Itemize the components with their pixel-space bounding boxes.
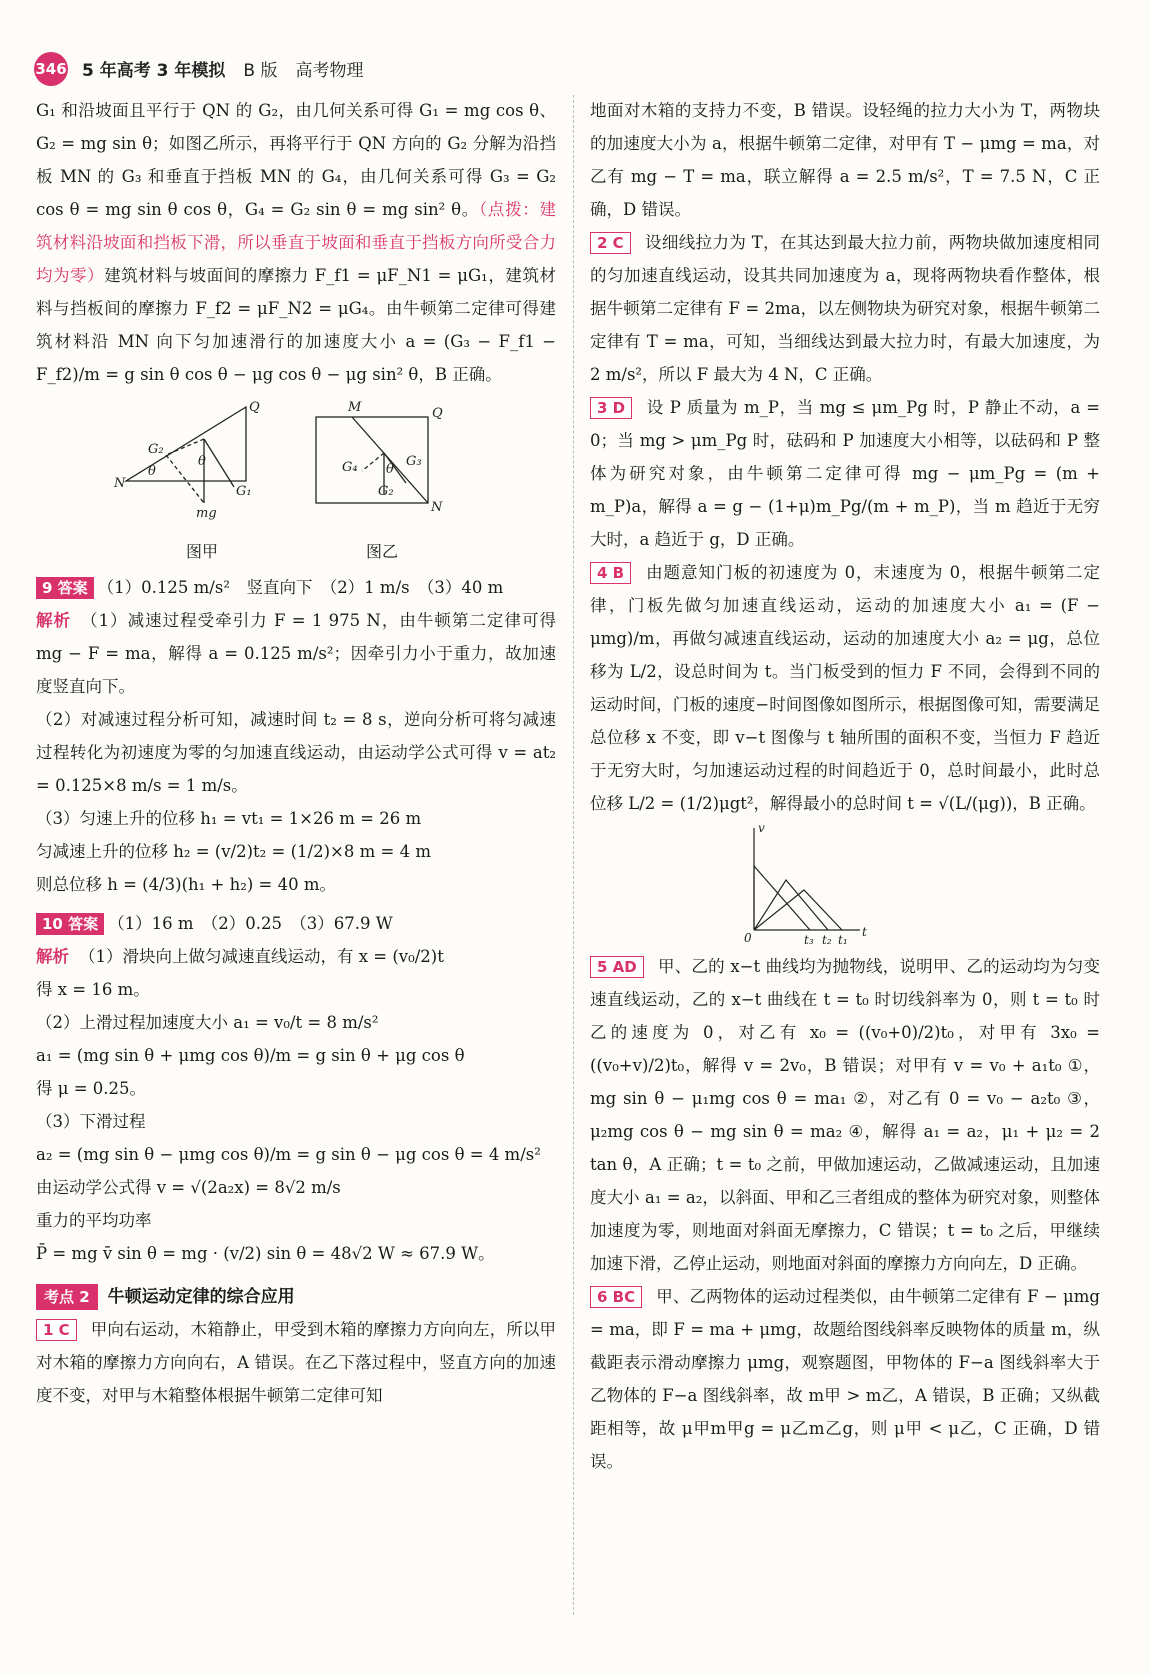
analysis-10c: （2）上滑过程加速度大小 a₁ = v₀/t = 8 m/s² [36,1013,379,1032]
header-title [82,56,364,81]
label-theta-2: θ [198,454,206,469]
paragraph [36,94,556,391]
analysis-9e: 则总位移 h = (4/3)(h₁ + h₂) = 40 m。 [36,875,336,894]
figure-jia [126,407,246,503]
label-M: M [348,400,362,415]
analysis-9c: （3）匀速上升的位移 h₁ = vt₁ = 1×26 m = 26 m [36,809,422,828]
analysis-10e: 得 μ = 0.25。 [36,1079,147,1098]
answer-c3 [590,391,1100,556]
analysis-10h: 由运动学公式得 v = √(2a₂x) = 8√2 m/s [36,1178,341,1197]
slope-triangle [126,407,246,481]
answer-c5 [590,950,1100,1280]
text: （1）减速过程受牵引力 F = 1 975 N，由牛顿第二定律可得 mg − F = ma，解得 a = 0.125 m/s²；因牵引力小于重力，故加速度竖直向下。 [36,611,556,696]
vt-graph [740,820,940,948]
text: 甲向右运动，木箱静止，甲受到木箱的摩擦力方向向左，所以甲对木箱的摩擦力方向向右，A 错误。在乙下落过程中，竖直方向的加速度不变，对甲与木箱整体根据牛顿第二定律可知 [36,1320,556,1405]
section-title: 牛顿运动定律的综合应用 [107,1287,295,1307]
label-0: 0 [744,931,752,945]
subject: 高考物理 [295,61,364,81]
edition: B 版 [243,61,278,81]
analysis-10j: P̄ = mg v̄ sin θ = mg · (v/2) sin θ = 48√2 W ≈ 67.9 W。 [36,1244,495,1263]
q9-tag: 9 答案 [36,577,94,599]
c3-tag: 3 D [590,397,632,419]
label-v: v [758,821,765,835]
label-mg: mg [196,506,217,521]
text: 设细线拉力为 T，在其达到最大拉力前，两物块做加速度相同的匀加速直线运动，设其共同加速度为 a，现将两物块看作整体，根据牛顿第二定律有 F = 2ma，以左侧物块为研究对象，根据牛顿第二定律有 T = ma，可知，当细线达到最大拉力时，有最大加速度，为 2 m/s²，所以 F 最大为 4 N，C 正确。 [590,233,1100,384]
answer-c6 [590,1280,1100,1478]
analysis-9a [36,604,556,703]
label-N2: N [431,500,443,515]
page-number: 346 [34,52,68,86]
label-G1: G₁ [236,484,252,499]
label-G2-yi: G₂ [378,484,394,499]
label-t1: t₁ [838,933,848,947]
column-divider [573,95,574,1615]
g1-arrow [204,439,234,487]
jiexi-label: 解析 [36,947,69,966]
analysis-9d: 匀减速上升的位移 h₂ = (v/2)t₂ = (1/2)×8 m = 4 m [36,842,431,861]
label-G3: G₃ [406,454,422,469]
label-N: N [114,476,126,491]
answer-10 [36,907,556,940]
vt-line-2 [754,880,828,930]
text: G₁ 和沿坡面且平行于 QN 的 G₂，由几何关系可得 G₁ = mg cos θ、G₂ = mg sin θ；如图乙所示，再将平行于 QN 方向的 G₂ 分解为沿挡板 MN 的 G₃ 和垂直于挡板 MN 的 G₄，由几何关系可得 G₃ = G₂ cos θ = mg sin θ cos θ，G₄ = G₂ sin θ = mg sin² θ。 [36,101,556,219]
analysis-10g: a₂ = (mg sin θ − μmg cos θ)/m = g sin θ − μg cos θ = 4 m/s² [36,1145,541,1164]
label-Q: Q [249,400,260,415]
text: 甲、乙两物体的运动过程类似，由牛顿第二定律有 F − μmg = ma，即 F = ma + μmg，故题给图线斜率反映物体的质量 m，纵截距表示滑动摩擦力 μmg，观察题图，甲物体的 F−a 图线斜率大于乙物体的 F−a 图线斜率，故 m甲 > m乙，A 错误，B 正确；又纵截距相等，故 μ甲m甲g = μ乙m乙g，则 μ甲 < μ乙，C 正确，D 错误。 [590,1287,1100,1471]
analysis-10a [36,940,556,973]
left-column [36,94,556,1412]
text: 建筑材料与坡面间的摩擦力 F_f1 = μF_N1 = μG₁，建筑材料与挡板间的摩擦力 F_f2 = μF_N2 = μG₄。由牛顿第二定律可得建筑材料沿 MN 向下匀加速滑行的加速度大小 a = (G₃ − F_f1 − F_f2)/m = g sin θ cos θ − μg cos θ − μg sin² θ，B 正确。 [36,266,556,384]
analysis-10d: a₁ = (mg sin θ + μmg cos θ)/m = g sin θ + μg cos θ [36,1046,465,1065]
jiexi-label: 解析 [36,611,72,630]
c1-tag: 1 C [36,1319,77,1341]
analysis-10f: （3）下滑过程 [36,1112,146,1131]
analysis-9b: （2）对减速过程分析可知，减速时间 t₂ = 8 s，逆向分析可将匀减速过程转化为初速度为零的匀加速直线运动，由运动学公式可得 v = at₂ = 0.125×8 m/s = 1 m/s。 [36,710,556,795]
continuation: 地面对木箱的支持力不变，B 错误。设轻绳的拉力大小为 T，两物块的加速度大小为 a，根据牛顿第二定律，对甲有 T − μmg = ma，对乙有 mg − T = ma，联立解得 a = 2.5 m/s²，T = 7.5 N，C 正确，D 错误。 [590,101,1100,219]
caption-yi: 图乙 [366,542,399,561]
g4-arrow [362,453,384,471]
c2-tag: 2 C [590,232,631,254]
text: 甲、乙的 x−t 曲线均为抛物线，说明甲、乙的运动均为匀变速直线运动，乙的 x−t 曲线在 t = t₀ 时切线斜率为 0，则 t = t₀ 时乙的速度为 0，对乙有 x₀ = ((v₀+0)/2)t₀，对甲有 3x₀ = ((v₀+v)/2)t₀，解得 v = 2v₀，B 错误；对甲有 v = v₀ + a₁t₀ ①，mg sin θ − μ₁mg cos θ = ma₁ ②，对乙有 0 = v₀ − a₂t₀ ③，μ₂mg cos θ − mg sin θ = ma₂ ④，解得 a₁ = a₂，μ₁ + μ₂ = 2 tan θ，A 正确；t = t₀ 之前，甲做加速运动，乙做减速运动，且加速度大小 a₁ = a₂，以斜面、甲和乙三者组成的整体为研究对象，则整体加速度为零，则地面对斜面无摩擦力，C 错误；t = t₀ 之后，甲继续加速下滑，乙停止运动，则地面对斜面的摩擦力方向向左，D 正确。 [590,957,1100,1273]
text: 由题意知门板的初速度为 0，末速度为 0，根据牛顿第二定律，门板先做匀加速直线运动，运动的加速度大小 a₁ = (F − μmg)/m，再做匀减速直线运动，运动的加速度大小 a₂ = μg，总位移为 L/2，设总时间为 t。当门板受到的恒力 F 不同，会得到不同的运动时间，门板的速度−时间图像如图所示，根据图像可知，需要满足总位移 x 不变，即 v−t 图像与 t 轴所围的面积不变，当恒力 F 趋近于无穷大时，匀加速运动过程的时间趋近于 0，总时间最小，此时总位移 L/2 = (1/2)μgt²，解得最小的总时间 t = √(L/(μg))，B 正确。 [590,563,1100,813]
answer-c2 [590,226,1100,391]
label-theta: θ [148,464,156,479]
label-G4: G₄ [342,460,358,475]
q10-answer: （1）16 m （2）0.25 （3）67.9 W [108,914,393,933]
q10-tag: 10 答案 [36,913,104,935]
analysis-10b: 得 x = 16 m。 [36,980,150,999]
figures [36,391,556,571]
right-column [590,94,1100,1478]
c4-tag: 4 B [590,562,631,584]
page-header [30,50,1120,86]
text: （1）滑块向上做匀减速直线运动，有 x = (v₀/2)t [79,947,444,966]
text: 设 P 质量为 m_P，当 mg ≤ μm_Pg 时，P 静止不动，a = 0；当 mg > μm_Pg 时，砝码和 P 加速度大小相等，以砝码和 P 整体为研究对象，由牛顿第二定律可得 mg − μm_Pg = (m + m_P)a，解得 a = g − (1+μ)m_Pg/(m + m_P)，当 m 趋近于无穷大时，a 趋近于 g，D 正确。 [590,398,1100,549]
c6-tag: 6 BC [590,1286,642,1308]
analysis-10i: 重力的平均功率 [36,1211,152,1230]
q9-answer: （1）0.125 m/s² 竖直向下 （2）1 m/s （3）40 m [97,578,504,597]
vt-graph-wrap [590,820,1100,950]
caption-jia: 图甲 [186,542,219,561]
answer-c4 [590,556,1100,820]
section-heading [36,1280,556,1313]
series-title: 5 年高考 3 年模拟 [82,61,226,81]
label-t: t [862,925,867,939]
c5-tag: 5 AD [590,956,644,978]
label-t2: t₂ [822,933,832,947]
force-diagrams [36,395,556,575]
label-t3: t₃ [804,933,814,947]
kaodian-tag: 考点 2 [36,1284,98,1310]
label-Q2: Q [432,406,443,421]
label-G2: G₂ [148,442,164,457]
label-theta-3: θ [386,462,394,477]
g2-arrow [166,439,204,455]
answer-9 [36,571,556,604]
answer-c1 [36,1313,556,1412]
hint: （点拨：建筑材料沿坡面和挡板下滑，所以垂直于坡面和垂直于挡板方向所受合力均为零） [36,200,557,285]
